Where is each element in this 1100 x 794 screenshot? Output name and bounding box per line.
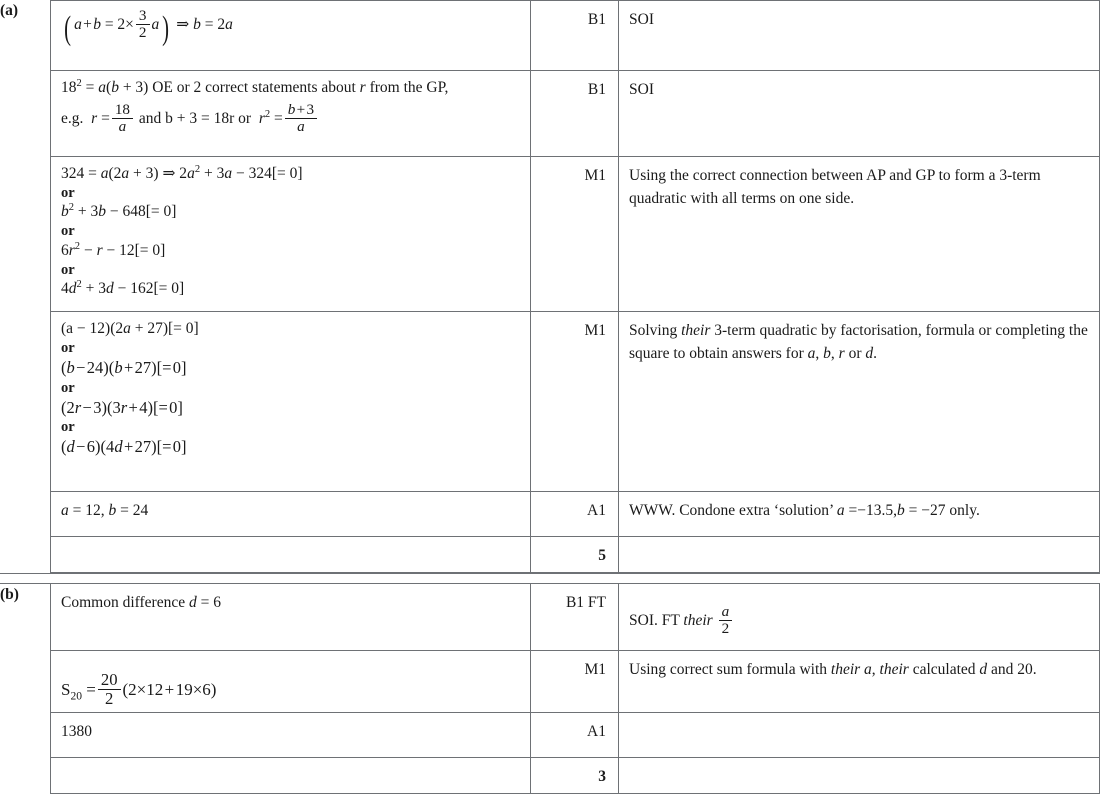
answer-cell-a1: [50, 0, 530, 71]
comment-b1-prefix: SOI. FT their: [629, 612, 713, 630]
answer-cell-a4: [50, 312, 530, 492]
part-label-spacer: [0, 71, 50, 157]
mark-cell-a1: B1: [530, 0, 618, 71]
part-label-spacer: [0, 713, 50, 758]
table-row: [0, 492, 1100, 537]
answer-a4-line1: (a − 12)(2a + 27)[= 0]: [61, 320, 199, 337]
answer-a4-line4: (d − 6)(4d + 27)[= 0]: [61, 437, 187, 457]
answer-cell-b1: Common difference d = 6: [50, 584, 530, 651]
comment-cell-b4-empty: [618, 758, 1100, 794]
mark-cell-a3: M1: [530, 157, 618, 312]
comment-cell-a1: SOI: [618, 0, 1100, 71]
part-label-spacer: [0, 157, 50, 312]
answer-a3-line3: $6r^2 - r - 12[= 0]$: [61, 240, 166, 259]
comment-cell-a6-empty: [618, 537, 1100, 573]
mark-cell-b2: M1: [530, 651, 618, 713]
total-mark-a: 5: [530, 537, 618, 573]
comment-cell-b3: [618, 713, 1100, 758]
answer-a3-line1: 324 = a(2a + 3) ⇒ $2a^2 + 3a - 324[= 0]$: [61, 163, 303, 182]
part-label-spacer: [0, 758, 50, 794]
table-row: [0, 651, 1100, 713]
answer-cell-a2: [50, 71, 530, 157]
fraction-a-over-2: $\frac{a}{2}$: [719, 604, 733, 637]
answer-a3-line4: $4d^2 + 3d - 162[= 0]$: [61, 278, 185, 297]
comment-cell-a5: WWW. Condone extra ‘solution’ a =−13.5,b = −27 only.: [618, 492, 1100, 537]
mark-cell-b1: B1 FT: [530, 584, 618, 651]
comment-cell-a3: Using the correct connection between AP and GP to form a 3-term quadratic with all terms on one side.: [618, 157, 1100, 312]
table-row: [0, 312, 1100, 492]
answer-a2-line2: e.g. r = $\frac{18}{a}$ and b + 3 = 18r or $r^2$ = $\frac{b + 3}{a}$: [61, 102, 521, 135]
answer-cell-a5: a = 12, b = 24: [50, 492, 530, 537]
answer-cell-a6-empty: [50, 537, 530, 573]
table-row: [0, 157, 1100, 312]
answer-cell-b2: [50, 651, 530, 713]
mark-cell-b3: A1: [530, 713, 618, 758]
mark-cell-a2: B1: [530, 71, 618, 157]
comment-cell-a2: SOI: [618, 71, 1100, 157]
answer-a4-or1: or: [61, 340, 75, 357]
part-label-spacer: [0, 312, 50, 492]
answer-a3-or2: or: [61, 223, 75, 240]
mark-cell-a5: A1: [530, 492, 618, 537]
answer-cell-b4-empty: [50, 758, 530, 794]
answer-a4-or3: or: [61, 419, 75, 436]
math-expression-a1: ( a + b = 2× $\frac{3}{2}$ a) ⇒ b = 2a: [64, 7, 233, 48]
answer-a3-line2: $b^2 + 3b - 648[= 0]$: [61, 202, 177, 221]
answer-cell-b3: 1380: [50, 713, 530, 758]
comment-cell-a4: Solving their 3-term quadratic by factorisation, formula or completing the square to obtain answers for a, b, r or d.: [618, 312, 1100, 492]
table-row: [0, 584, 1100, 652]
answer-cell-a3: [50, 157, 530, 312]
table-row: [0, 758, 1100, 794]
mark-cell-a4: M1: [530, 312, 618, 492]
comment-cell-b2: Using correct sum formula with their a, their calculated d and 20.: [618, 651, 1100, 713]
part-label-spacer: [0, 651, 50, 713]
part-label-spacer: [0, 492, 50, 537]
answer-a4-line3: (2r − 3)(3r + 4)[= 0]: [61, 397, 183, 417]
total-mark-b: 3: [530, 758, 618, 794]
table-row: [0, 0, 1100, 71]
answer-a4-line2: (b − 24)(b + 27)[= 0]: [61, 358, 187, 378]
answer-a3-or1: or: [61, 185, 75, 202]
answer-a2-line1: $18^2 = a(b + 3)$ OE or 2 correct statements about r from the GP,: [61, 77, 449, 96]
part-separator: [0, 574, 1100, 584]
table-row: [0, 71, 1100, 157]
part-label-b: (b): [0, 586, 19, 603]
answer-a4-or2: or: [61, 379, 75, 396]
answer-a3-or3: or: [61, 261, 75, 278]
part-label-a: (a): [0, 2, 19, 19]
table-row: [0, 537, 1100, 574]
table-row: [0, 713, 1100, 758]
part-separator-rule: [0, 574, 1100, 584]
math-expression-sum-formula: $S_{20}$ = $\frac{20}{2}$ (2×12 + 19×6): [61, 670, 217, 708]
comment-cell-b1: [618, 584, 1100, 651]
part-label-spacer: [0, 537, 50, 574]
